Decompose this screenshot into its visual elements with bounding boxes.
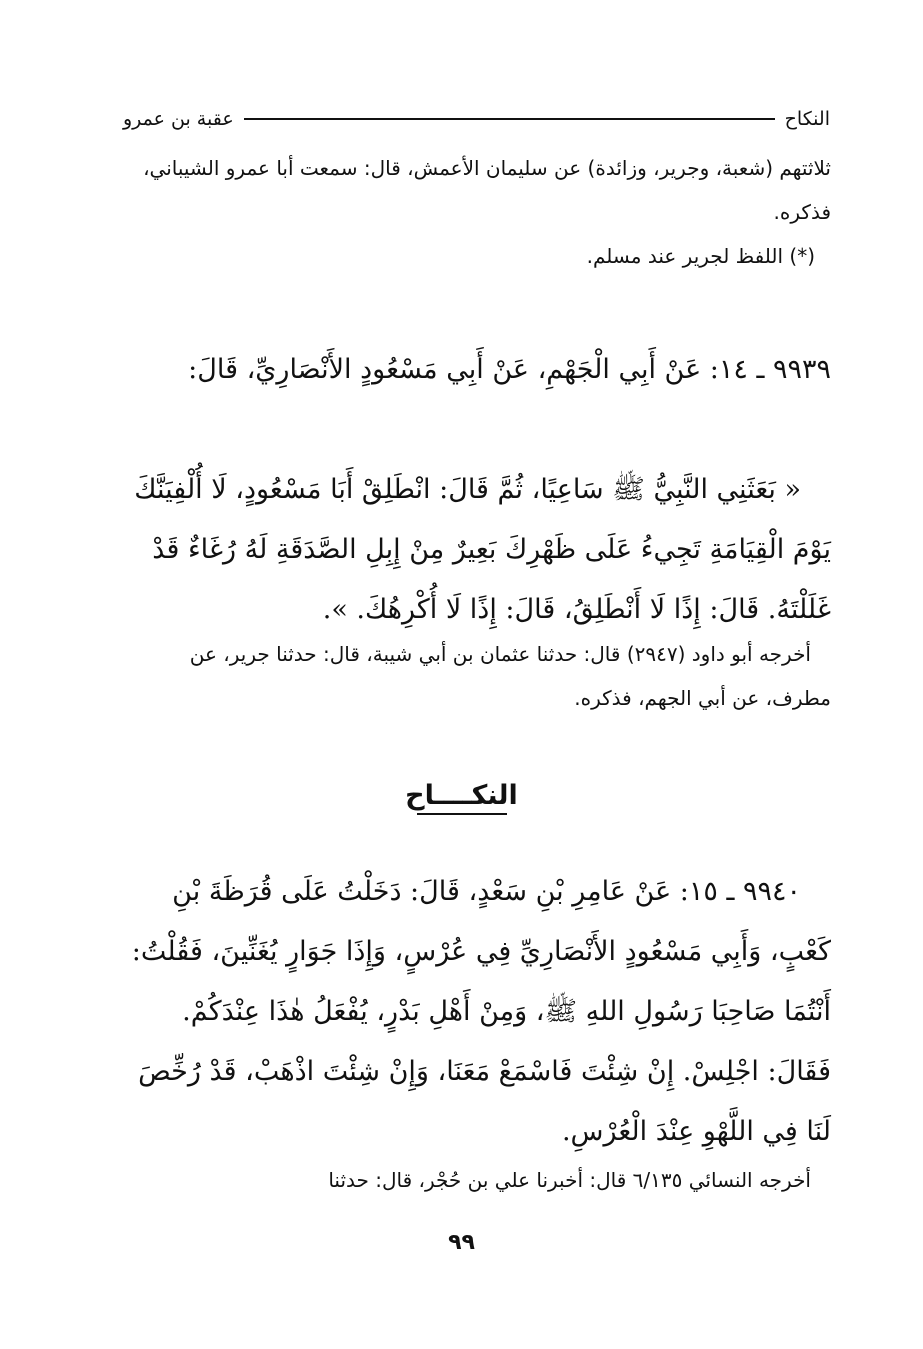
chapter-label: النكاح — [784, 108, 830, 130]
section-underline — [417, 813, 507, 815]
intro-chain — [128, 146, 831, 278]
hadith-15-text: ٩٩٤٠ ـ ١٥: عَنْ عَامِرِ بْنِ سَعْدٍ، قَالَ: دَخَلْتُ عَلَى قُرَظَةَ بْنِ كَعْبٍ، وَأَبِي مَسْعُودٍ الأَنْصَارِيِّ فِي عُرْسٍ، وَإِذَا جَوَارٍ يُغَنِّينَ، فَقُلْتُ: أَنْتُمَا صَاحِبَا رَسُولِ اللهِ ﷺ، وَمِنْ أَهْلِ بَدْرٍ، يُفْعَلُ هٰذَا عِنْدَكُمْ. فَقَالَ: اجْلِسْ. إِنْ شِئْتَ فَاسْمَعْ مَعَنَا، وَإِنْ شِئْتَ اذْهَبْ، قَدْ رُخِّصَ لَنَا فِي اللَّهْوِ عِنْدَ الْعُرْسِ. — [131, 876, 831, 1147]
intro-text: ثلاثتهم (شعبة، وجرير، وزائدة) عن سليمان الأعمش، قال: سمعت أبا عمرو الشيباني، فذكره. — [143, 156, 831, 224]
hadith-15-takhrij — [128, 1158, 831, 1202]
hadith-15 — [128, 862, 831, 1162]
hadith-14-heading — [128, 340, 831, 400]
running-header — [123, 104, 830, 134]
footnote: (*) اللفظ لجرير عند مسلم. — [586, 244, 815, 268]
hadith-14-isnad: ٩٩٣٩ ـ ١٤: عَنْ أَبِي الْجَهْمِ، عَنْ أَبِي مَسْعُودٍ الأَنْصَارِيِّ، قَالَ: — [188, 354, 831, 385]
hadith-14-text: « بَعَثَنِي النَّبِيُّ ﷺ سَاعِيًا، ثُمَّ قَالَ: انْطَلِقْ أَبَا مَسْعُودٍ، لَا أُلْفِيَنَّكَ يَوْمَ الْقِيَامَةِ تَجِيءُ عَلَى ظَهْرِكَ بَعِيرٌ مِنْ إِبِلِ الصَّدَقَةِ لَهُ رُغَاءٌ قَدْ غَلَلْتَهُ. قَالَ: إِذًا لَا أَنْطَلِقُ، قَالَ: إِذًا لَا أُكْرِهُكَ. ». — [134, 474, 831, 625]
section-heading — [0, 780, 923, 815]
hadith-14-matn — [128, 460, 831, 640]
hadith-14-source: أخرجه أبو داود (٢٩٤٧) قال: حدثنا عثمان بن أبي شيبة، قال: حدثنا جرير، عن مطرف، عن أبي الجهم، فذكره. — [189, 642, 831, 710]
hadith-15-source: أخرجه النسائي ٦/١٣٥ قال: أخبرنا علي بن حُجْر، قال: حدثنا — [328, 1168, 811, 1192]
section-title: النكــــاح — [405, 780, 518, 811]
header-rule — [244, 118, 775, 120]
hadith-14-takhrij — [128, 632, 831, 720]
narrator-label: عقبة بن عمرو — [123, 108, 234, 130]
page-number: ٩٩ — [448, 1230, 475, 1255]
